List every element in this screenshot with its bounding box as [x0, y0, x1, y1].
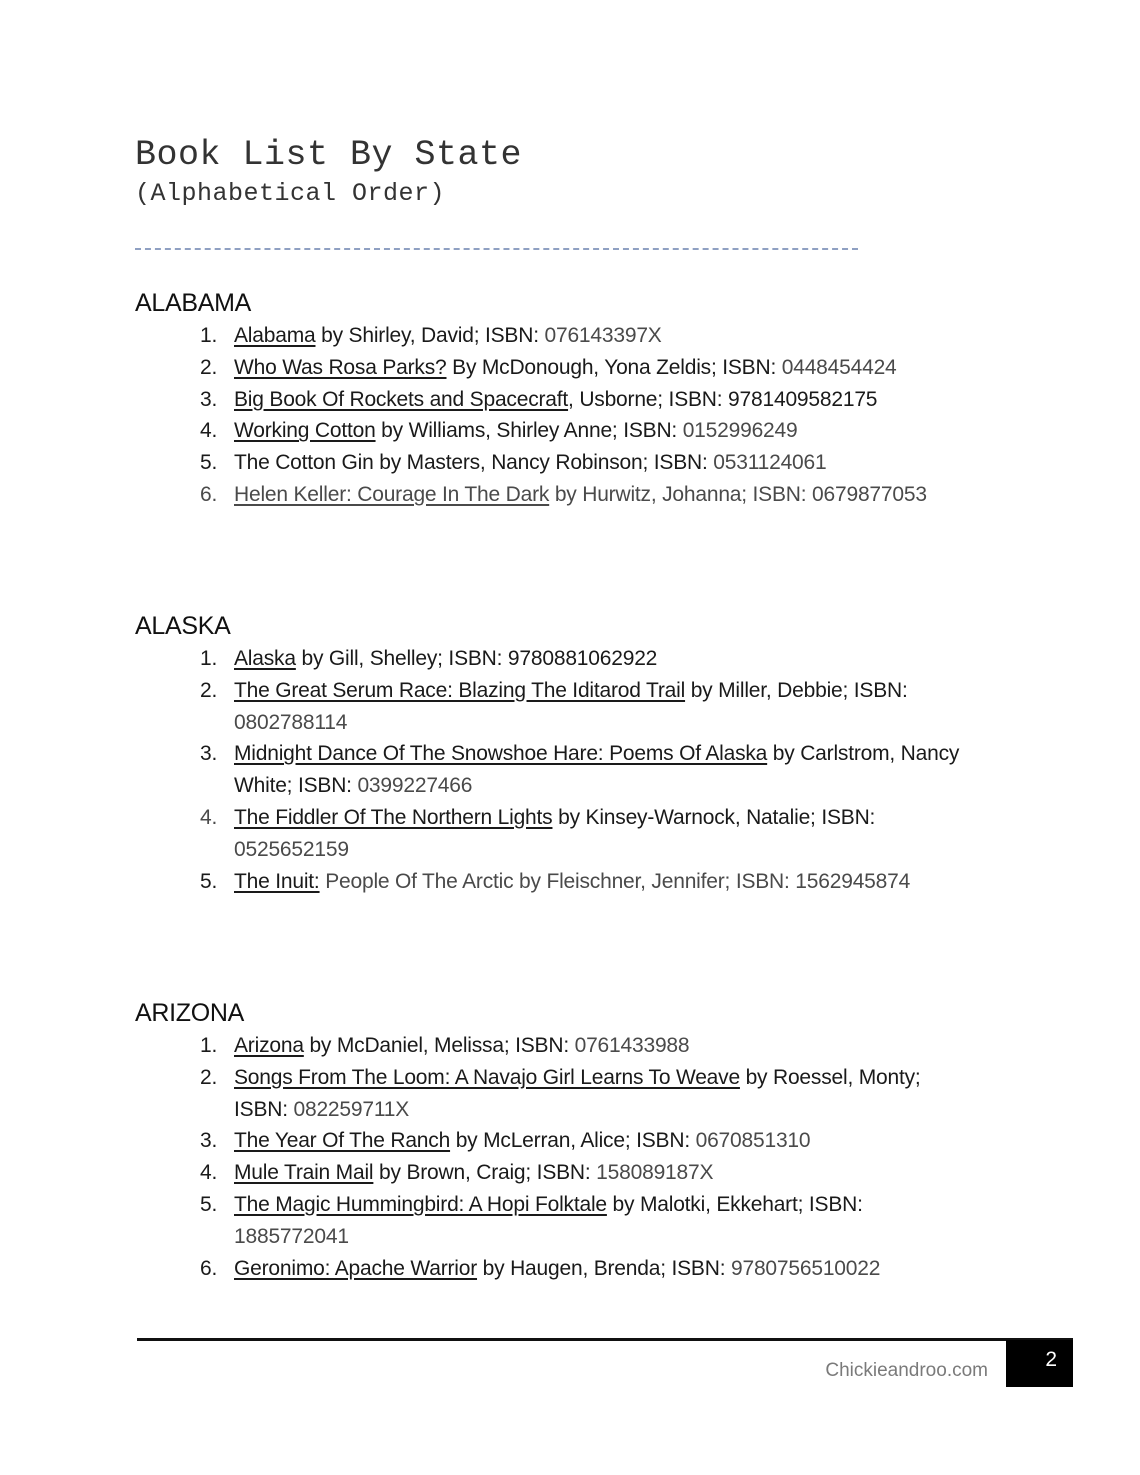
- book-list-item: [200, 866, 974, 898]
- list-number: 4.: [200, 805, 218, 829]
- list-number: 3.: [200, 742, 218, 766]
- book-details: by Shirley, David; ISBN:: [315, 324, 545, 347]
- book-details: 0525652159: [234, 837, 349, 861]
- book-list-item: [200, 384, 974, 416]
- book-list-item: [200, 352, 974, 384]
- book-details: 158089187X: [596, 1161, 714, 1185]
- book-title: The Inuit:: [234, 869, 320, 893]
- book-details: by Miller, Debbie; ISBN:: [685, 678, 908, 702]
- book-title: Helen Keller: Courage In The Dark: [234, 482, 550, 506]
- book-title: The Fiddler Of The Northern Lights: [234, 805, 553, 829]
- book-title: Mule Train Mail: [234, 1161, 374, 1185]
- book-details: 082259711X: [293, 1097, 410, 1121]
- book-details: by Gill, Shelley; ISBN: 9780881062922: [295, 647, 658, 670]
- book-title: The Great Serum Race: Blazing The Iditarod Trail: [234, 678, 686, 702]
- book-list-item: [200, 479, 974, 511]
- book-list-item: [200, 1253, 974, 1285]
- book-list: [135, 643, 1035, 897]
- book-list-item: [200, 1062, 974, 1126]
- state-section-alaska: [135, 611, 1035, 897]
- state-heading: ALASKA: [135, 612, 231, 640]
- book-list-item: [200, 675, 974, 739]
- book-details: The Cotton Gin by Masters, Nancy Robinson; ISBN:: [234, 451, 714, 475]
- book-list-item: [200, 1189, 974, 1253]
- page-subtitle: (Alphabetical Order): [135, 179, 446, 208]
- book-title: Midnight Dance Of The Snowshoe Hare: Poems Of Alaska: [234, 742, 768, 766]
- list-number: 5.: [200, 869, 218, 893]
- book-list-item: [200, 802, 974, 866]
- book-title: Alaska: [234, 647, 296, 670]
- state-heading: ARIZONA: [135, 999, 245, 1027]
- book-details: 0761433988: [574, 1034, 690, 1057]
- page-number-badge: 2: [1006, 1340, 1073, 1387]
- list-number: 1.: [200, 1034, 218, 1057]
- book-title: Geronimo: Apache Warrior: [234, 1256, 478, 1280]
- list-number: 1.: [200, 324, 218, 347]
- list-number: 6.: [200, 1256, 218, 1280]
- book-title: Who Was Rosa Parks?: [234, 355, 447, 379]
- list-number: 3.: [200, 1129, 218, 1153]
- book-list-item: [200, 320, 974, 352]
- book-details: 0670851310: [695, 1129, 811, 1153]
- book-title: Songs From The Loom: A Navajo Girl Learns To Weave: [234, 1065, 740, 1089]
- book-details: by Carlstrom, Nancy White; ISBN:: [234, 742, 960, 798]
- book-details: by Haugen, Brenda; ISBN:: [477, 1256, 731, 1280]
- list-number: 6.: [200, 482, 218, 506]
- state-section-alabama: [135, 288, 1035, 511]
- book-details: People Of The Arctic by Fleischner, Jennifer; ISBN: 1562945874: [319, 869, 911, 893]
- dashed-divider: [135, 248, 858, 250]
- book-list-item: [200, 738, 974, 802]
- list-number: 2.: [200, 1065, 218, 1089]
- list-number: 5.: [200, 451, 218, 475]
- book-list: [135, 1030, 1035, 1284]
- book-details: by Kinsey-Warnock, Natalie; ISBN:: [552, 805, 876, 829]
- list-number: 3.: [200, 387, 218, 411]
- book-details: By McDonough, Yona Zeldis; ISBN:: [446, 355, 782, 379]
- book-details: by Williams, Shirley Anne; ISBN:: [375, 419, 683, 443]
- book-list-item: [200, 1157, 974, 1189]
- book-details: 0531124061: [713, 451, 827, 475]
- book-title: Big Book Of Rockets and Spacecraft: [234, 387, 569, 411]
- book-details: by Malotki, Ekkehart; ISBN:: [606, 1192, 863, 1216]
- book-list-item: [200, 447, 974, 479]
- book-title: Working Cotton: [234, 419, 376, 443]
- book-details: , Usborne; ISBN: 9781409582175: [568, 387, 878, 411]
- book-list: [135, 320, 1035, 511]
- book-details: 076143397X: [544, 324, 662, 347]
- list-number: 1.: [200, 647, 218, 670]
- book-details: by McDaniel, Melissa; ISBN:: [303, 1034, 575, 1057]
- book-list-item: [200, 1125, 974, 1157]
- book-title: The Magic Hummingbird: A Hopi Folktale: [234, 1192, 607, 1216]
- book-title: Alabama: [234, 324, 316, 347]
- book-title: The Year Of The Ranch: [234, 1129, 451, 1153]
- book-details: 0802788114: [234, 710, 348, 734]
- state-heading: ALABAMA: [135, 289, 252, 317]
- book-list-item: [200, 415, 974, 447]
- book-details: by Brown, Craig; ISBN:: [373, 1161, 597, 1185]
- page-title: Book List By State: [135, 135, 523, 175]
- list-number: 4.: [200, 1161, 218, 1185]
- list-number: 2.: [200, 678, 218, 702]
- book-title: Arizona: [234, 1034, 304, 1057]
- footer-rule: [137, 1338, 1073, 1341]
- book-details: 1885772041: [234, 1224, 349, 1248]
- list-number: 4.: [200, 419, 218, 443]
- book-list-item: [200, 1030, 974, 1062]
- book-details: by McLerran, Alice; ISBN:: [450, 1129, 696, 1153]
- book-details: 0152996249: [682, 419, 798, 443]
- book-details: by Hurwitz, Johanna; ISBN: 0679877053: [549, 482, 927, 506]
- list-number: 2.: [200, 355, 218, 379]
- footer-site-name: Chickieandroo.com: [825, 1360, 988, 1381]
- book-details: 0448454424: [781, 355, 897, 379]
- book-details: 9780756510022: [730, 1256, 881, 1280]
- book-list-item: [200, 643, 974, 675]
- list-number: 5.: [200, 1192, 218, 1216]
- state-section-arizona: [135, 998, 1035, 1284]
- book-details: by Roessel, Monty; ISBN:: [234, 1065, 921, 1121]
- book-details: 0399227466: [357, 774, 473, 798]
